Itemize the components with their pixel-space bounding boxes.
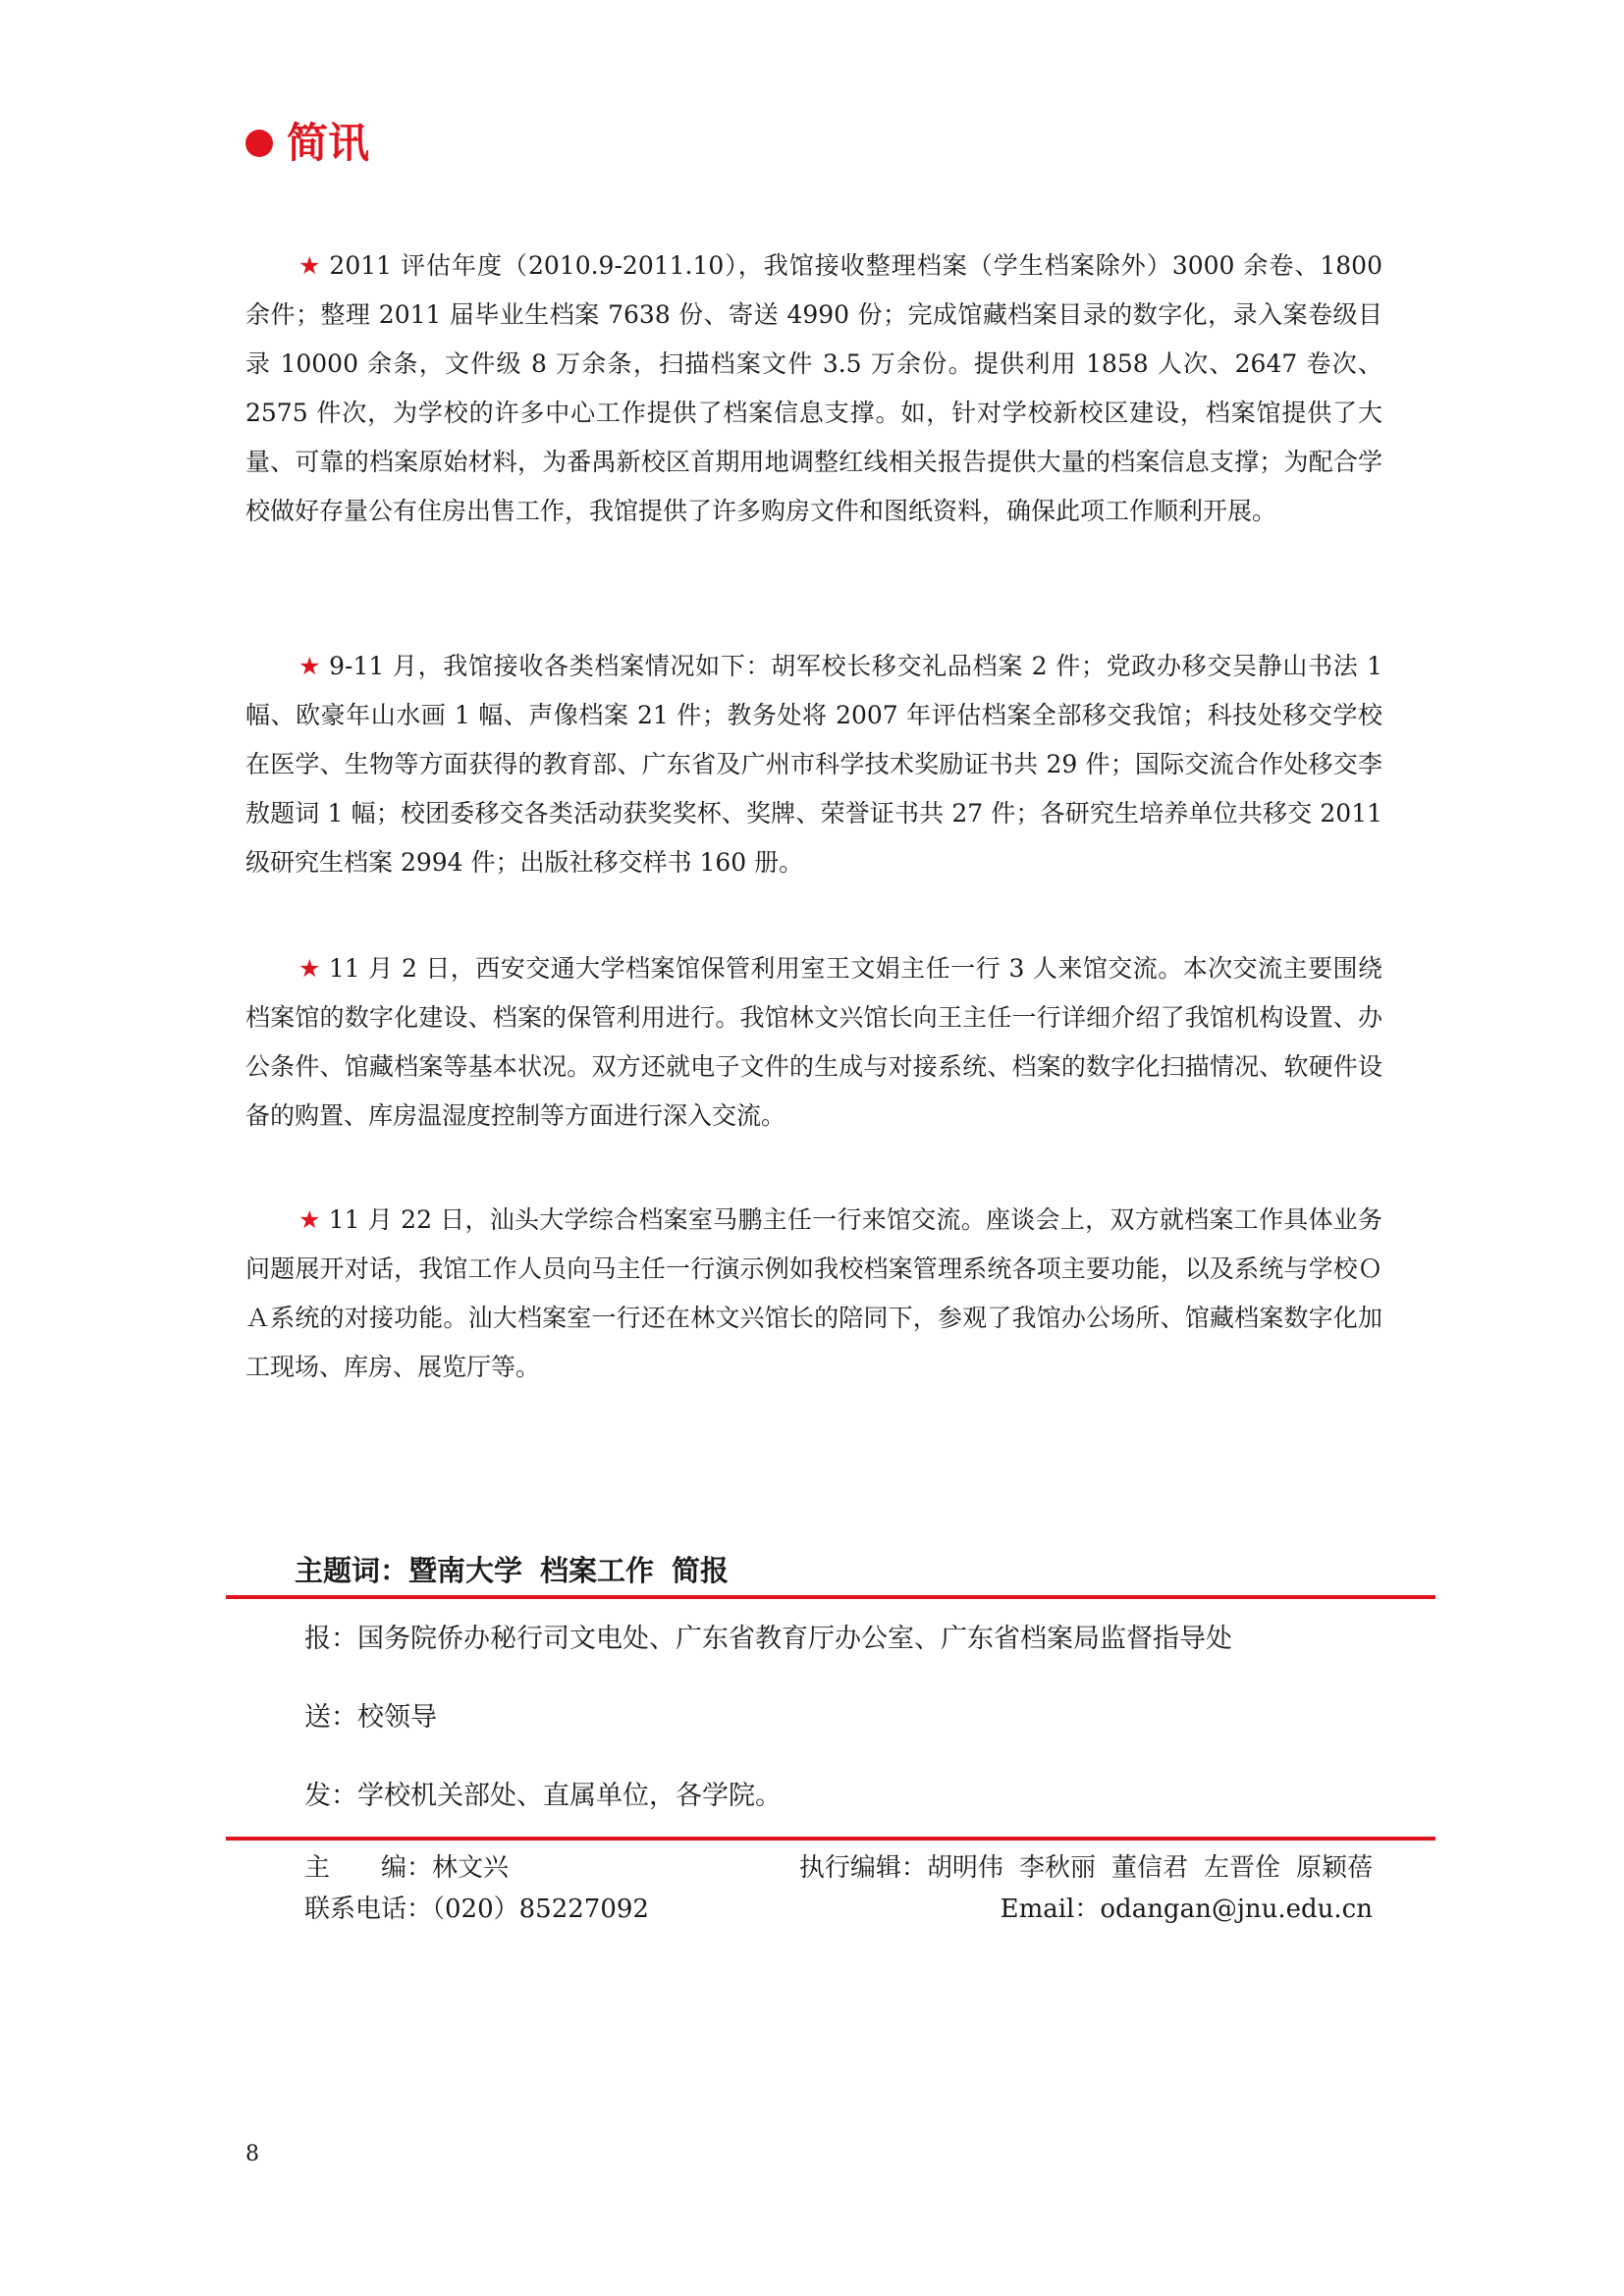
- send-value: 校领导: [357, 1702, 437, 1733]
- distribution-report: [304, 1620, 1232, 1659]
- email-label: Email：: [1000, 1895, 1101, 1924]
- exec-editors-label: 执行编辑：: [798, 1853, 927, 1883]
- red-star-icon: ★: [298, 1205, 321, 1234]
- keyword: 暨南大学: [408, 1554, 523, 1587]
- page-number: 8: [245, 2142, 259, 2166]
- exec-editor: 董信君: [1110, 1853, 1188, 1883]
- keyword: 档案工作: [540, 1554, 655, 1587]
- keyword: 简报: [672, 1554, 730, 1587]
- distribution-send: [304, 1698, 437, 1737]
- red-star-icon: ★: [298, 652, 322, 680]
- exec-editor: 李秋丽: [1018, 1853, 1096, 1883]
- divider-top: [226, 1595, 1435, 1599]
- red-star-icon: ★: [298, 954, 321, 983]
- report-label: 报：: [304, 1624, 357, 1654]
- news-item-archives-received: ★ 9-11 月，我馆接收各类档案情况如下：胡军校长移交礼品档案 2 件；党政办移交吴静山书法 1 幅、欧豪年山水画 1 幅、声像档案 21 件；教务处将 2007 年评估档案全部移交我馆；科技处移交学校在医学、生物等方面获得的教育部、广东省及广州市科学技术奖励证书共 29 件；国际交流合作处移交李敖题词 1 幅；校团委移交各类活动获奖奖杯、奖牌、荣誉证书共 27 件；各研究生培养单位共移交 2011 级研究生档案 2994 件；出版社移交样书 160 册。: [245, 652, 1382, 877]
- phone-value: （020）85227092: [432, 1895, 649, 1924]
- exec-editor: 左晋佺: [1203, 1853, 1280, 1883]
- editor-name: 林文兴: [432, 1853, 510, 1883]
- send-label: 送：: [304, 1702, 357, 1733]
- news-item-evaluation: ★ 2011 评估年度（2010.9-2011.10），我馆接收整理档案（学生档案除外）3000 余卷、1800 余件；整理 2011 届毕业生档案 7638 份、寄送 4990 份；完成馆藏档案目录的数字化，录入案卷级目录 10000 余条，文件级 8 万余条，扫描档案文件 3.5 万余份。提供利用 1858 人次、2647 卷次、2575 件次，为学校的许多中心工作提供了档案信息支撑。如，针对学校新校区建设，档案馆提供了大量、可靠的档案原始材料，为番禺新校区首期用地调整红线相关报告提供大量的档案信息支撑；为配合学校做好存量公有住房出售工作，我馆提供了许多购房文件和图纸资料，确保此项工作顺利开展。: [245, 251, 1382, 525]
- email: [1001, 1891, 1373, 1928]
- news-item-xjtu-visit: ★ 11 月 2 日，西安交通大学档案馆保管利用室王文娟主任一行 3 人来馆交流。本次交流主要围绕档案馆的数字化建设、档案的保管利用进行。我馆林文兴馆长向王主任一行详细介绍了我馆机构设置、办公条件、馆藏档案等基本状况。双方还就电子文件的生成与对接系统、档案的数字化扫描情况、软硬件设备的购置、库房温湿度控制等方面进行深入交流。: [245, 954, 1382, 1130]
- section-title: [245, 116, 369, 171]
- keywords-label: 主题词：: [295, 1554, 409, 1587]
- exec-editor: 原颖蓓: [1295, 1853, 1373, 1883]
- keywords-line: [295, 1551, 746, 1590]
- editor-label: 主 编：: [304, 1853, 433, 1883]
- red-star-icon: ★: [298, 251, 322, 280]
- section-title-text: 简讯: [287, 119, 370, 167]
- report-value: 国务院侨办秘行司文电处、广东省教育厅办公室、广东省档案局监督指导处: [357, 1624, 1232, 1654]
- issue-value: 学校机关部处、直属单位，各学院。: [357, 1781, 782, 1811]
- red-dot-icon: [245, 130, 273, 157]
- phone-label: 联系电话：: [304, 1895, 433, 1924]
- exec-editor: 胡明伟: [926, 1853, 1003, 1883]
- editor-line: [304, 1849, 1373, 1887]
- news-item-stu-visit: ★ 11 月 22 日，汕头大学综合档案室马鹏主任一行来馆交流。座谈会上，双方就档案工作具体业务问题展开对话，我馆工作人员向马主任一行演示例如我校档案管理系统各项主要功能，以及系统与学校ＯＡ系统的对接功能。汕大档案室一行还在林文兴馆长的陪同下，参观了我馆办公场所、馆藏档案数字化加工现场、库房、展览厅等。: [245, 1205, 1382, 1381]
- divider-bottom: [226, 1837, 1435, 1841]
- distribution-issue: [304, 1777, 782, 1816]
- issue-label: 发：: [304, 1781, 357, 1811]
- contact-line: [304, 1891, 1373, 1928]
- exec-editors: [799, 1849, 1373, 1887]
- email-value[interactable]: odangan@jnu.edu.cn: [1100, 1895, 1373, 1924]
